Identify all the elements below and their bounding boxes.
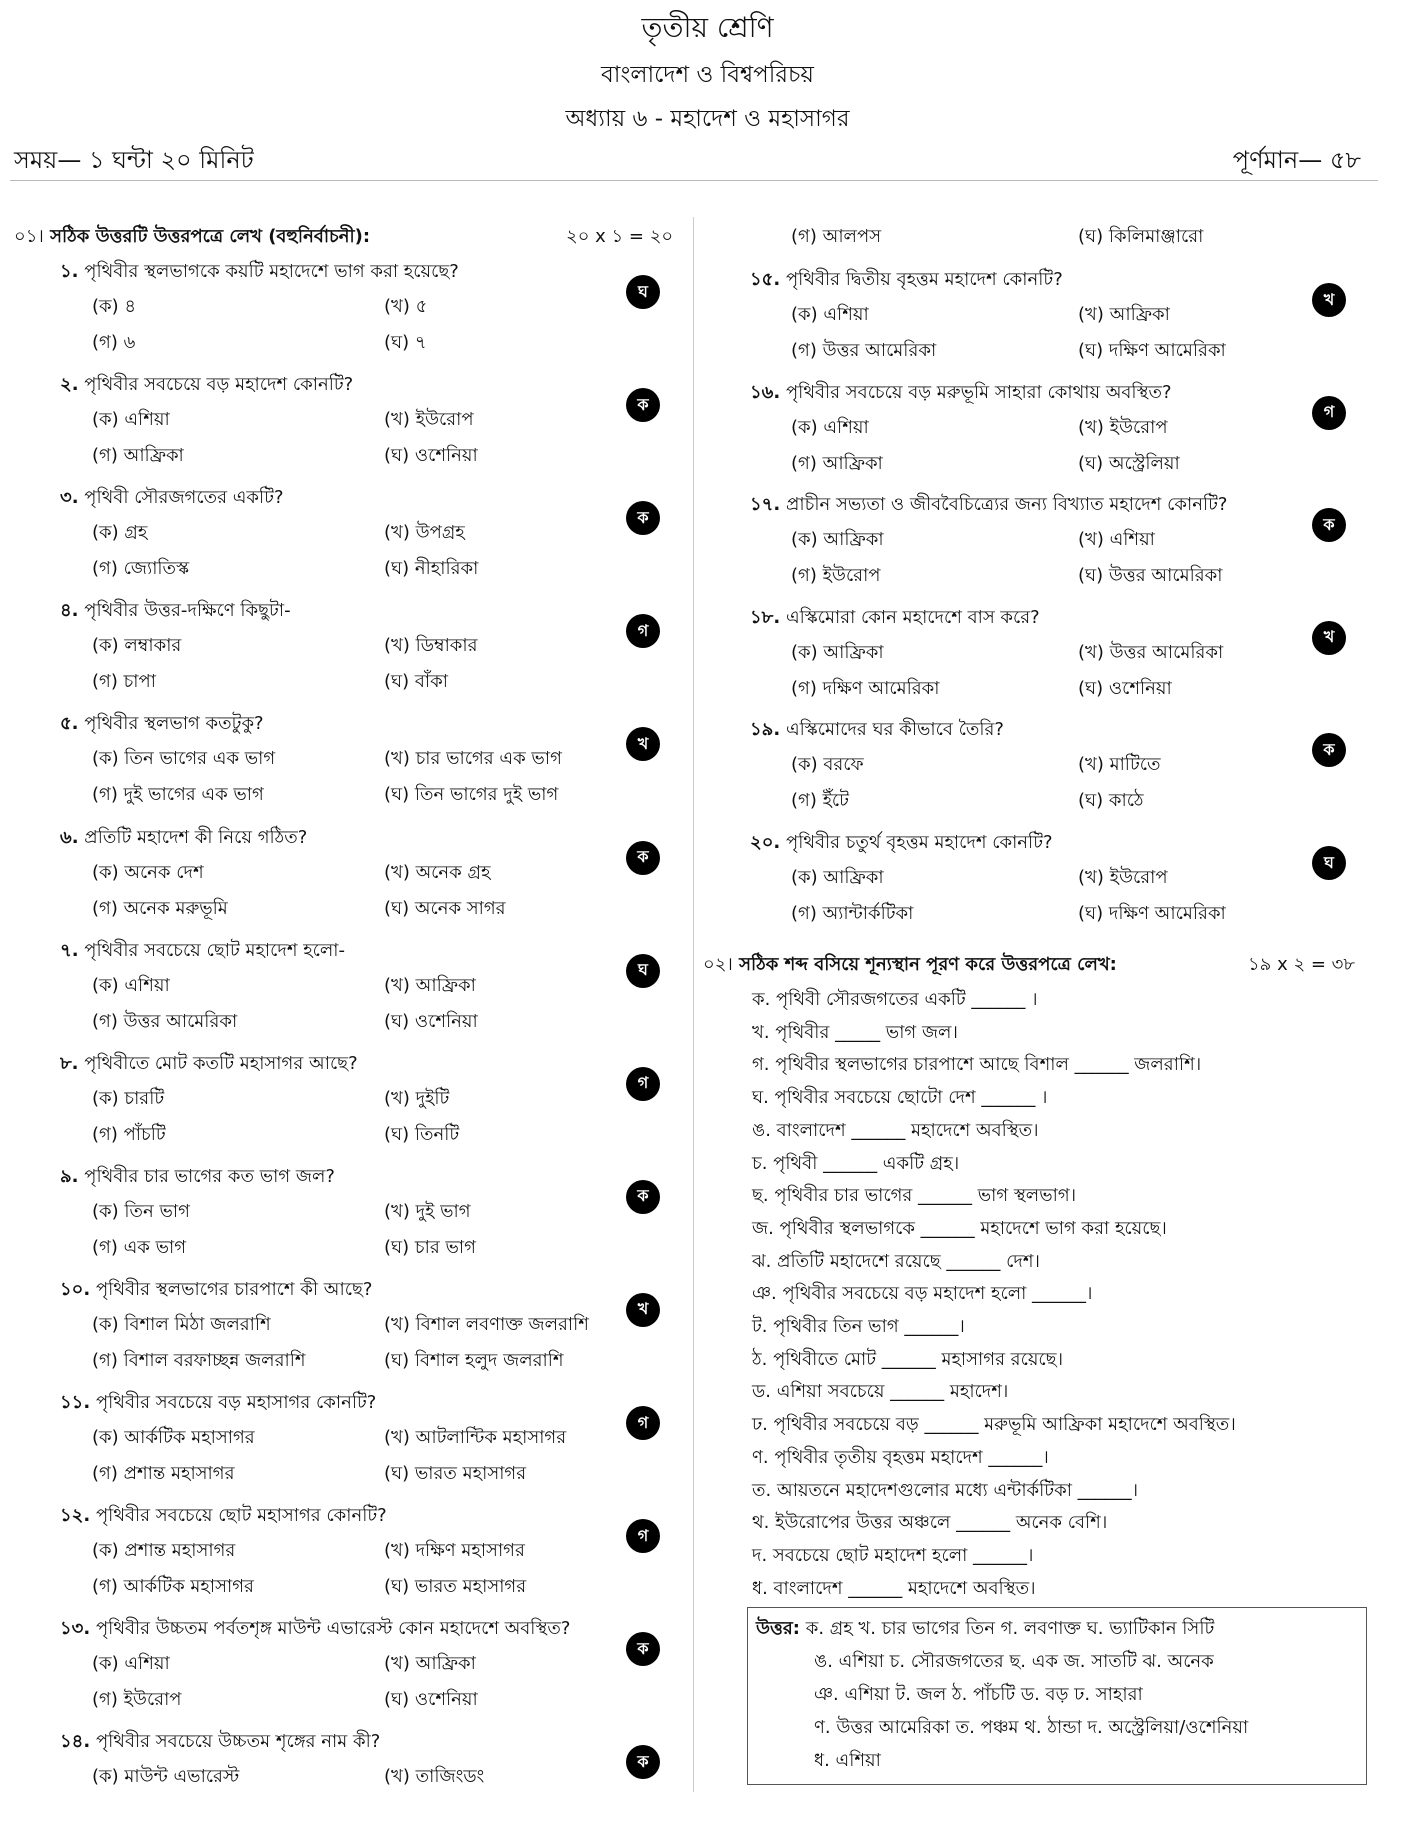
option-kha: (খ) আফ্রিকা — [384, 974, 476, 996]
question-text — [60, 1727, 380, 1758]
question-label: পৃথিবীর দ্বিতীয় বৃহত্তম মহাদেশ কোনটি? — [785, 269, 1063, 290]
question-label: এস্কিমোদের ঘর কীভাবে তৈরি? — [785, 719, 1004, 741]
option-gha: (ঘ) দক্ষিণ আমেরিকা — [1078, 340, 1226, 361]
fill-blank-item: ঝ. প্রতিটি মহাদেশে রয়েছে ______ দেশ। — [752, 1250, 1040, 1272]
option-gha: (ঘ) তিনটি — [384, 1123, 460, 1145]
option-kha: (খ) দক্ষিণ মহাসাগর — [384, 1540, 525, 1562]
question-label: পৃথিবীর সবচেয়ে বড় মরুভূমি সাহারা কোথায় অবস্থিত? — [785, 381, 1172, 403]
option-kha: (খ) মাটিতে — [1078, 754, 1161, 776]
question-number: ৭. — [60, 939, 79, 961]
question-number: ১৬. — [750, 381, 781, 403]
option-gha: (ঘ) ওশেনিয়া — [1078, 677, 1172, 699]
option-kha: (খ) অনেক গ্রহ — [384, 861, 491, 883]
option-gha: (ঘ) বাঁকা — [384, 671, 448, 693]
answer-badge: ক — [1312, 508, 1346, 542]
option-ga: (গ) দুই ভাগের এক ভাগ — [92, 784, 264, 806]
option-ga: (গ) দক্ষিণ আমেরিকা — [791, 677, 940, 699]
question-number: ১০. — [60, 1278, 91, 1300]
option-kha: (খ) উপগ্রহ — [384, 522, 465, 544]
option-ga: (গ) আফ্রিকা — [92, 445, 184, 467]
question-number: ১৫. — [750, 269, 781, 290]
question-label: পৃথিবীতে মোট কতটি মহাসাগর আছে? — [84, 1052, 358, 1074]
answer-badge: ক — [626, 1745, 660, 1779]
answer-badge: গ — [626, 614, 660, 648]
question-label: পৃথিবীর চতুর্থ বৃহত্তম মহাদেশ কোনটি? — [785, 832, 1053, 853]
option-gha: (ঘ) ভারত মহাসাগর — [384, 1463, 527, 1484]
question-text — [750, 603, 1040, 634]
fill-blank-item: ত. আয়তনে মহাদেশগুলোর মধ্যে এন্টার্কটিকা ______। — [752, 1479, 1139, 1501]
option-ga: (গ) বিশাল বরফাচ্ছন্ন জলরাশি — [92, 1349, 306, 1371]
answer-key-line: ঙ. এশিয়া চ. সৌরজগতের ছ. এক জ. সাতটি ঝ. অনেক — [814, 1651, 1214, 1672]
answer-badge: ক — [626, 841, 660, 875]
question-label: পৃথিবীর সবচেয়ে বড় মহাদেশ কোনটি? — [84, 374, 354, 396]
option-ka: (ক) তিন ভাগের এক ভাগ — [92, 748, 276, 770]
question-label: পৃথিবীর উচ্চতম পর্বতশৃঙ্গ মাউন্ট এভারেস্ট কোন মহাদেশে অবস্থিত? — [95, 1618, 571, 1640]
section1-marks: ২০ x ১ = ২০ — [566, 226, 674, 247]
option-gha: (ঘ) কাঠে — [1078, 790, 1144, 812]
answer-key-label: উত্তর: — [756, 1618, 800, 1639]
fill-blank-item: ণ. পৃথিবীর তৃতীয় বৃহত্তম মহাদেশ ______। — [752, 1446, 1049, 1468]
answer-badge: ক — [626, 1180, 660, 1214]
question-number: ৫. — [60, 713, 79, 735]
option-ka: (ক) ৪ — [92, 296, 137, 317]
question-label: পৃথিবীর স্থলভাগের চারপাশে কী আছে? — [95, 1278, 373, 1300]
fill-blank-item: ড. এশিয়া সবচেয়ে ______ মহাদেশ। — [752, 1381, 1009, 1403]
option-kha: (খ) ইউরোপ — [1078, 867, 1168, 888]
question-text — [60, 823, 307, 854]
question-text — [60, 257, 459, 288]
chapter-title: অধ্যায় ৬ - মহাদেশ ও মহাসাগর — [565, 106, 850, 132]
fill-blank-item: থ. ইউরোপের উত্তর অঞ্চলে ______ অনেক বেশি। — [752, 1512, 1108, 1534]
fill-blank-item: ঙ. বাংলাদেশ ______ মহাদেশে অবস্থিত। — [752, 1119, 1039, 1141]
question-number: ৬. — [60, 826, 79, 848]
fill-blank-item: ক. পৃথিবী সৌরজগতের একটি ______ । — [752, 989, 1038, 1010]
question-number: ৩. — [60, 487, 79, 509]
question-text — [750, 828, 1053, 859]
question-label: পৃথিবীর চার ভাগের কত ভাগ জল? — [84, 1165, 335, 1187]
section1-title: সঠিক উত্তরটি উত্তরপত্রে লেখ (বহুনির্বাচনী): — [50, 226, 371, 247]
question-number: ৮. — [60, 1052, 79, 1074]
option-kha: (খ) আটলান্টিক মহাসাগর — [384, 1427, 567, 1448]
option-gha: (ঘ) অস্ট্রেলিয়া — [1078, 452, 1180, 474]
option-ga: (গ) ৬ — [92, 332, 136, 353]
question-label: পৃথিবীর সবচেয়ে ছোট মহাসাগর কোনটি? — [95, 1505, 387, 1527]
option-ga: (গ) ইউরোপ — [791, 565, 881, 587]
fill-blank-item: ঞ. পৃথিবীর সবচেয়ে বড় মহাদেশ হলো ______। — [752, 1283, 1093, 1305]
question-label: পৃথিবীর স্থলভাগ কতটুকু? — [84, 713, 264, 735]
answer-badge: গ — [626, 1067, 660, 1101]
option-gha: (ঘ) ভারত মহাসাগর — [384, 1576, 527, 1598]
option-ka: (ক) এশিয়া — [791, 416, 869, 438]
section2-heading — [703, 950, 1117, 981]
column-divider — [693, 217, 694, 1792]
option-kha: (খ) ৫ — [384, 296, 428, 317]
option-ga: (গ) অ্যান্টার্কটিকা — [791, 903, 914, 924]
question-number: ১৭. — [750, 494, 781, 516]
fill-blank-item: ট. পৃথিবীর তিন ভাগ ______। — [752, 1316, 965, 1337]
option-kha: (খ) চার ভাগের এক ভাগ — [384, 748, 562, 770]
option-ka: (ক) এশিয়া — [791, 304, 869, 325]
question-label: প্রতিটি মহাদেশ কী নিয়ে গঠিত? — [84, 826, 308, 848]
question-number: ২. — [60, 374, 79, 396]
option-kha: (খ) ইউরোপ — [1078, 416, 1168, 438]
answer-badge: গ — [1312, 396, 1346, 430]
section1-number: ০১। — [14, 226, 44, 247]
question-label: পৃথিবী সৌরজগতের একটি? — [84, 487, 284, 509]
option-gha: (ঘ) ওশেনিয়া — [384, 445, 478, 467]
question-text — [60, 483, 284, 514]
option-gha: (ঘ) ওশেনিয়া — [384, 1689, 478, 1711]
option-ga: (গ) ইঁটে — [791, 790, 849, 812]
option-ka: (ক) প্রশান্ত মহাসাগর — [92, 1540, 236, 1562]
option-ka: (ক) চারটি — [92, 1087, 165, 1109]
question-text — [750, 265, 1063, 296]
option-kha: (খ) বিশাল লবণাক্ত জলরাশি — [384, 1313, 589, 1335]
option-ga: (গ) উত্তর আমেরিকা — [791, 340, 937, 361]
fill-blank-item: জ. পৃথিবীর স্থলভাগকে ______ মহাদেশে ভাগ করা হয়েছে। — [752, 1217, 1167, 1239]
option-kha: (খ) দুই ভাগ — [384, 1200, 471, 1222]
question-number: ১৩. — [60, 1618, 91, 1640]
option-ga: (গ) প্রশান্ত মহাসাগর — [92, 1463, 235, 1484]
subject-title: বাংলাদেশ ও বিশ্বপরিচয় — [601, 62, 814, 88]
option-ka: (ক) অনেক দেশ — [92, 861, 204, 883]
section1-heading — [14, 222, 370, 253]
question-number: ১৪. — [60, 1731, 91, 1753]
option-gha: (ঘ) নীহারিকা — [384, 558, 479, 580]
option-ka: (ক) আফ্রিকা — [791, 529, 884, 551]
question-number: ১১. — [60, 1392, 91, 1413]
question-label: পৃথিবীর সবচেয়ে উচ্চতম শৃঙ্গের নাম কী? — [95, 1731, 381, 1753]
answer-badge: গ — [626, 1519, 660, 1553]
question-text — [60, 1275, 372, 1306]
option-gha: (ঘ) তিন ভাগের দুই ভাগ — [384, 784, 559, 806]
question-text — [750, 378, 1172, 409]
full-marks: পূর্ণমান— ৫৮ — [1232, 146, 1361, 174]
question-text — [60, 709, 264, 740]
option-kha: (খ) আফ্রিকা — [384, 1653, 476, 1675]
question-label: পৃথিবীর সবচেয়ে বড় মহাসাগর কোনটি? — [95, 1392, 377, 1413]
question-text — [60, 596, 291, 627]
option-gha: (ঘ) অনেক সাগর — [384, 897, 506, 919]
answer-badge: ক — [626, 501, 660, 535]
option-gha: (ঘ) ৭ — [384, 332, 427, 353]
option-ga: (গ) আফ্রিকা — [791, 452, 883, 474]
option-ka: (ক) এশিয়া — [92, 974, 170, 996]
option-ga: (গ) পাঁচটি — [92, 1123, 166, 1145]
question-text — [60, 1162, 335, 1193]
option-ka: (ক) মাউন্ট এভারেস্ট — [92, 1766, 240, 1788]
answer-badge: খ — [1312, 621, 1346, 655]
question-number: ৪. — [60, 600, 79, 622]
option-gha: (ঘ) চার ভাগ — [384, 1236, 476, 1258]
option-gha: (ঘ) ওশেনিয়া — [384, 1010, 478, 1032]
section2-number: ০২। — [703, 954, 733, 975]
option-ga: (গ) চাপা — [92, 671, 156, 693]
question-number: ৯. — [60, 1165, 79, 1187]
question-text — [60, 1614, 570, 1645]
option-gha: (ঘ) কিলিমাঞ্জারো — [1078, 226, 1204, 247]
answer-badge: খ — [626, 1293, 660, 1327]
fill-blank-item: চ. পৃথিবী ______ একটি গ্রহ। — [752, 1152, 960, 1174]
answer-key-box — [747, 1607, 1367, 1785]
question-label: প্রাচীন সভ্যতা ও জীববৈচিত্র্যের জন্য বিখ্যাত মহাদেশ কোনটি? — [785, 494, 1228, 516]
option-kha: (খ) ইউরোপ — [384, 409, 474, 431]
question-text — [60, 370, 353, 401]
fill-blank-item: ধ. বাংলাদেশ ______ মহাদেশে অবস্থিত। — [752, 1577, 1036, 1599]
question-number: ১২. — [60, 1505, 91, 1527]
question-text — [60, 1388, 376, 1419]
answer-key-line: ধ. এশিয়া — [814, 1750, 881, 1771]
answer-badge: ক — [626, 388, 660, 422]
question-number: ১৮. — [750, 606, 781, 628]
option-kha: (খ) দুইটি — [384, 1087, 450, 1109]
question-text — [60, 936, 345, 967]
question-label: পৃথিবীর সবচেয়ে ছোট মহাদেশ হলো- — [84, 939, 346, 961]
section2-marks: ১৯ x ২ = ৩৮ — [1248, 954, 1356, 975]
option-kha: (খ) উত্তর আমেরিকা — [1078, 641, 1224, 663]
option-ka: (ক) আর্কটিক মহাসাগর — [92, 1427, 255, 1448]
section2-title: সঠিক শব্দ বসিয়ে শূন্যস্থান পূরণ করে উত্তরপত্রে লেখ: — [739, 954, 1117, 975]
question-number: ১. — [60, 261, 79, 282]
answer-key-line — [756, 1614, 1214, 1645]
option-ka: (ক) বিশাল মিঠা জলরাশি — [92, 1313, 271, 1335]
option-kha: (খ) এশিয়া — [1078, 529, 1155, 551]
option-kha: (খ) ডিম্বাকার — [384, 635, 478, 657]
header-divider — [10, 180, 1378, 181]
fill-blank-item: দ. সবচেয়ে ছোট মহাদেশ হলো ______। — [752, 1544, 1034, 1566]
option-kha: (খ) আফ্রিকা — [1078, 304, 1170, 325]
option-ka: (ক) আফ্রিকা — [791, 867, 884, 888]
option-ka: (ক) এশিয়া — [92, 1653, 170, 1675]
question-number: ১৯. — [750, 719, 781, 741]
answer-badge: ঘ — [626, 954, 660, 988]
answer-badge: ক — [1312, 733, 1346, 767]
question-label: এস্কিমোরা কোন মহাদেশে বাস করে? — [785, 606, 1040, 628]
option-kha: (খ) তাজিংডং — [384, 1766, 485, 1788]
fill-blank-item: গ. পৃথিবীর স্থলভাগের চারপাশে আছে বিশাল ______ জলরাশি। — [752, 1054, 1202, 1076]
option-ga: (গ) জ্যোতিস্ক — [92, 558, 190, 580]
option-ka: (ক) বরফে — [791, 754, 864, 776]
option-ga: (গ) ইউরোপ — [92, 1689, 182, 1711]
option-gha: (ঘ) উত্তর আমেরিকা — [1078, 565, 1223, 587]
question-text — [750, 490, 1227, 521]
answer-badge: খ — [626, 727, 660, 761]
fill-blank-item: খ. পৃথিবীর _____ ভাগ জল। — [752, 1021, 958, 1043]
question-number: ২০. — [750, 832, 781, 853]
option-ga: (গ) আলপস — [791, 226, 882, 247]
answer-key-line: ণ. উত্তর আমেরিকা ত. পঞ্চম থ. ঠান্ডা দ. অস্ট্রেলিয়া/ওশেনিয়া — [814, 1717, 1249, 1738]
exam-time: সময়— ১ ঘন্টা ২০ মিনিট — [14, 146, 254, 174]
option-gha: (ঘ) দক্ষিণ আমেরিকা — [1078, 903, 1226, 924]
fill-blank-item: ঠ. পৃথিবীতে মোট ______ মহাসাগর রয়েছে। — [752, 1348, 1064, 1370]
question-label: পৃথিবীর স্থলভাগকে কয়টি মহাদেশে ভাগ করা হয়েছে? — [84, 261, 459, 282]
question-label: পৃথিবীর উত্তর-দক্ষিণে কিছুটা- — [84, 600, 291, 622]
fill-blank-item: ঘ. পৃথিবীর সবচেয়ে ছোটো দেশ ______ । — [752, 1087, 1048, 1109]
question-text — [60, 1049, 358, 1080]
option-ka: (ক) এশিয়া — [92, 409, 170, 431]
answer-badge: ঘ — [626, 275, 660, 309]
question-text — [60, 1501, 387, 1532]
option-gha: (ঘ) বিশাল হলুদ জলরাশি — [384, 1349, 564, 1371]
option-ka: (ক) গ্রহ — [92, 522, 148, 544]
fill-blank-item: ছ. পৃথিবীর চার ভাগের ______ ভাগ স্থলভাগ। — [752, 1185, 1077, 1207]
option-ga: (গ) এক ভাগ — [92, 1236, 187, 1258]
option-ka: (ক) আফ্রিকা — [791, 641, 884, 663]
answer-badge: ঘ — [1312, 846, 1346, 880]
answer-badge: গ — [626, 1406, 660, 1440]
question-text — [750, 715, 1004, 746]
option-ga: (গ) অনেক মরুভূমি — [92, 897, 228, 919]
option-ga: (গ) আর্কটিক মহাসাগর — [92, 1576, 254, 1598]
answer-key-text: ক. গ্রহ খ. চার ভাগের তিন গ. লবণাক্ত ঘ. ভ্যাটিকান সিটি — [805, 1618, 1215, 1639]
answer-key-line: ঞ. এশিয়া ট. জল ঠ. পাঁচটি ড. বড় ঢ. সাহারা — [814, 1684, 1143, 1705]
answer-badge: খ — [1312, 283, 1346, 317]
answer-badge: ক — [626, 1632, 660, 1666]
fill-blank-item: ঢ. পৃথিবীর সবচেয়ে বড় ______ মরুভূমি আফ্রিকা মহাদেশে অবস্থিত। — [752, 1414, 1236, 1436]
option-ga: (গ) উত্তর আমেরিকা — [92, 1010, 238, 1032]
class-title: তৃতীয় শ্রেণি — [641, 11, 774, 44]
option-ka: (ক) লম্বাকার — [92, 635, 182, 657]
option-ka: (ক) তিন ভাগ — [92, 1200, 190, 1222]
